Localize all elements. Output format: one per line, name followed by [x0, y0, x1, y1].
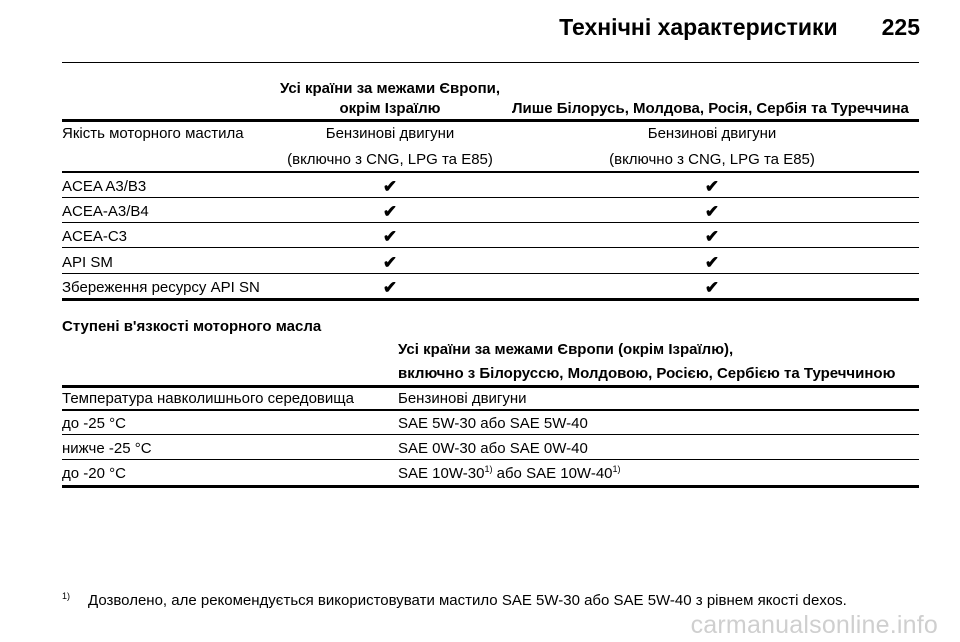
- check-icon: ✔: [382, 177, 398, 196]
- table2-bottom-rule: [62, 485, 919, 488]
- table2-header-line1: Усі країни за межами Європи (окрім Ізраїлю),: [398, 341, 734, 358]
- table-row-label: ACEA A3/B3: [62, 178, 147, 195]
- row-divider: [62, 197, 919, 198]
- page-header: [559, 14, 920, 41]
- page-number: 225: [881, 14, 920, 40]
- row-divider: [62, 459, 919, 460]
- table2-title: Ступені в'язкості моторного масла: [62, 318, 322, 335]
- row-divider: [62, 222, 919, 223]
- table-row-label: ACEA-A3/B4: [62, 203, 149, 220]
- table-row-value: SAE 10W-30$^{1)}$ або SAE 10W-40$^{1)}$: [398, 464, 621, 482]
- watermark: carmanualsonline.info: [690, 611, 938, 639]
- table-row-value: SAE 5W-30 або SAE 5W-40: [398, 415, 588, 432]
- check-icon: ✔: [704, 202, 720, 221]
- check-icon: ✔: [704, 177, 720, 196]
- row-divider: [62, 273, 919, 274]
- section-title: Технічні характеристики: [559, 14, 838, 40]
- footnote-text: Дозволено, але рекомендується використовувати мастило SAE 5W-30 або SAE 5W-40 з рівнем якості dexos.: [88, 592, 847, 609]
- table-row-label: Збереження ресурсу API SN: [62, 279, 260, 296]
- row-divider: [62, 247, 919, 248]
- table-row-temp: до -25 °C: [62, 415, 126, 432]
- col2-engine-note: (включно з CNG, LPG та E85): [609, 151, 815, 168]
- check-icon: ✔: [704, 278, 720, 297]
- table1-subheader-divider: [62, 171, 919, 173]
- check-icon: ✔: [704, 227, 720, 246]
- check-icon: ✔: [382, 278, 398, 297]
- table-row-label: ACEA-C3: [62, 228, 128, 245]
- table2-subheader-divider: [62, 409, 919, 411]
- col1-engine-label: Бензинові двигуни: [325, 125, 455, 142]
- footnote-ref: 1): [612, 464, 621, 474]
- check-icon: ✔: [382, 227, 398, 246]
- check-icon: ✔: [704, 253, 720, 272]
- quality-label: Якість моторного мастила: [62, 125, 244, 142]
- table1-header-divider: [62, 119, 919, 122]
- table1-col1-header: Усі країни за межами Європи, окрім Ізраїлю: [279, 80, 501, 117]
- col1-engine-note: (включно з CNG, LPG та E85): [287, 151, 493, 168]
- table1-col2-header: Лише Білорусь, Молдова, Росія, Сербія та Туреччина: [512, 100, 909, 117]
- table-row-temp: до -20 °C: [62, 465, 126, 482]
- table2-engine-label: Бензинові двигуни: [398, 390, 527, 407]
- table2-header-line2: включно з Білоруссю, Молдовою, Росією, Сербією та Туреччиною: [398, 365, 896, 382]
- check-icon: ✔: [382, 202, 398, 221]
- table1-bottom-rule: [62, 298, 919, 301]
- col2-engine-label: Бензинові двигуни: [647, 125, 777, 142]
- footnote-mark: 1): [62, 591, 71, 601]
- table2-header-divider: [62, 385, 919, 388]
- check-icon: ✔: [382, 253, 398, 272]
- table-row-value: SAE 0W-30 або SAE 0W-40: [398, 440, 588, 457]
- table-row-label: API SM: [62, 254, 113, 271]
- footnote-ref: 1): [484, 464, 493, 474]
- header-divider: [62, 62, 919, 63]
- table-row-temp: нижче -25 °C: [62, 440, 152, 457]
- temp-label: Температура навколишнього середовища: [62, 390, 354, 407]
- row-divider: [62, 434, 919, 435]
